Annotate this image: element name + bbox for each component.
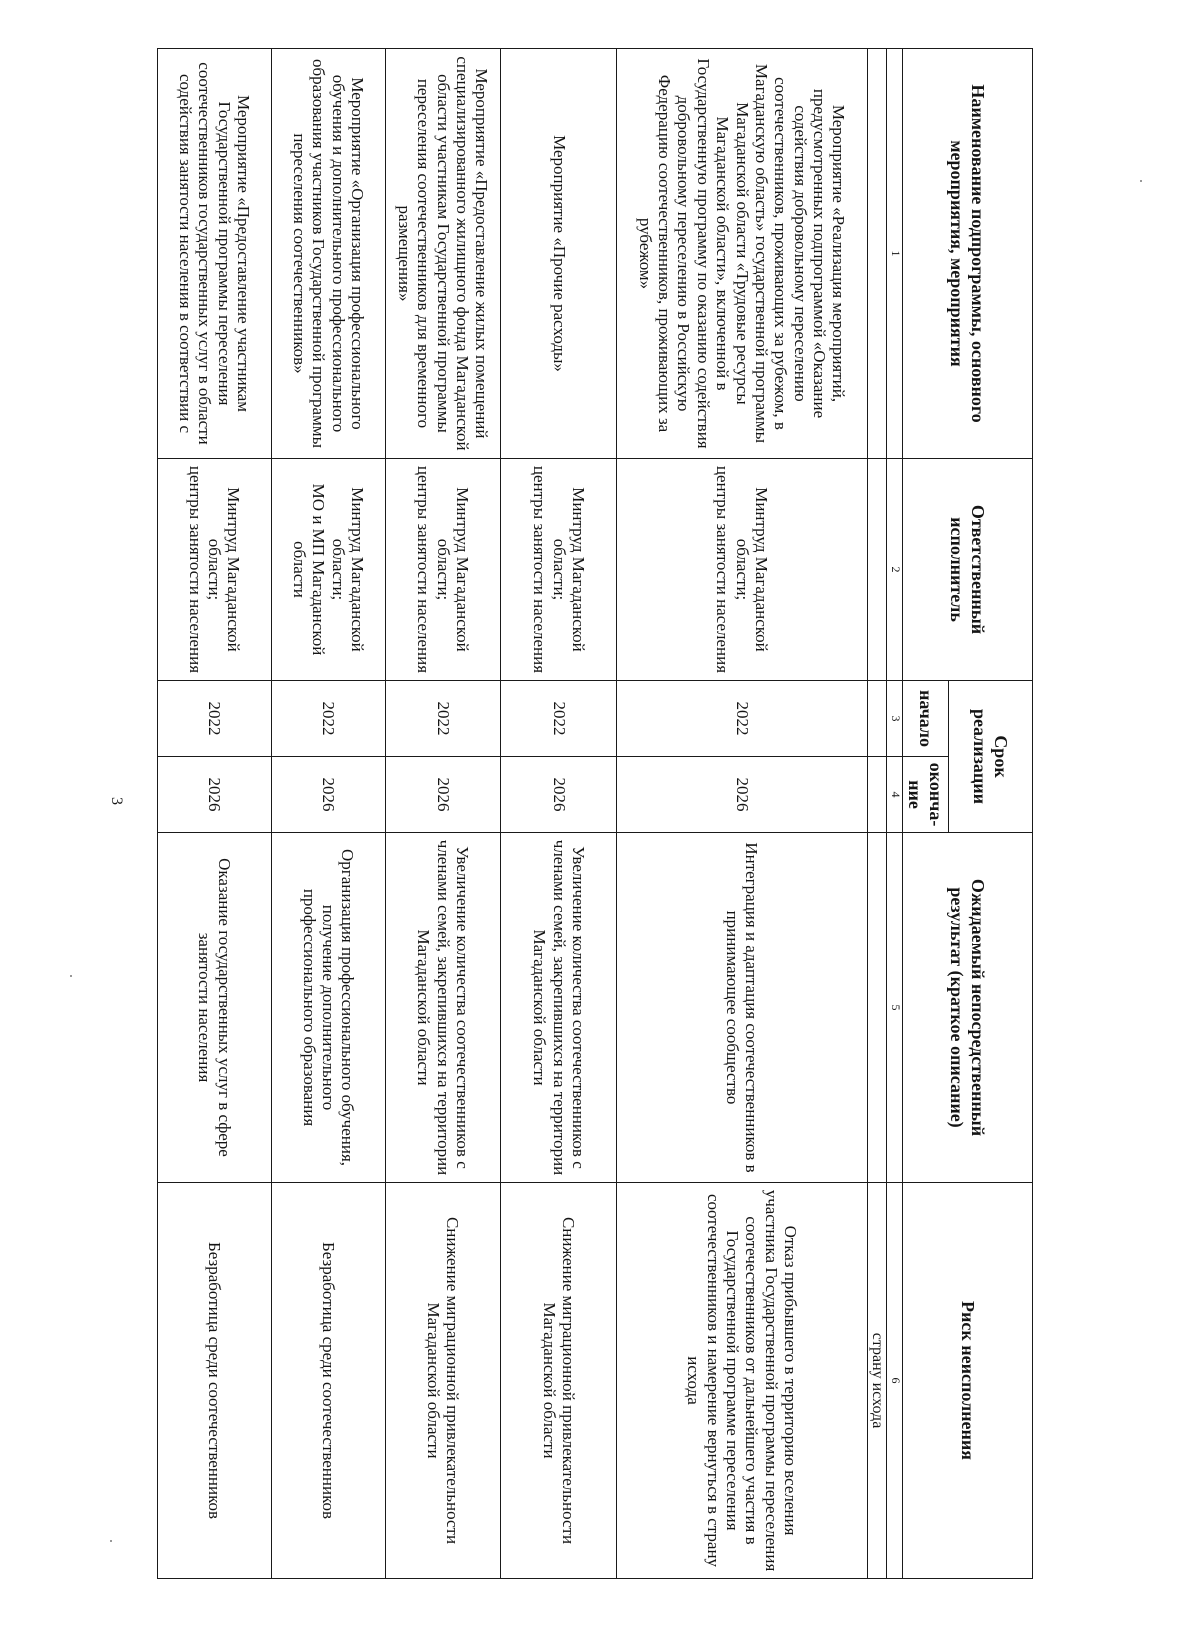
table-row xyxy=(385,49,501,1579)
row-start: 2022 xyxy=(158,681,272,757)
row-end: 2026 xyxy=(158,757,272,833)
column-number: 2 xyxy=(887,459,903,681)
row-risk: Безработица среди соотечественников xyxy=(158,1183,272,1579)
row-start: 2022 xyxy=(385,681,501,757)
header-period: Срок реализации xyxy=(949,681,1033,833)
row-start: 2022 xyxy=(501,681,617,757)
column-number: 6 xyxy=(887,1183,903,1579)
scan-speck xyxy=(70,975,72,977)
column-number: 1 xyxy=(887,49,903,459)
row-name: Мероприятие «Предоставление участникам Государственной программы переселения соотечественников государственных услуг в области содействия занятости населения в соответствии с xyxy=(158,49,272,459)
row-start: 2022 xyxy=(271,681,385,757)
scan-speck xyxy=(110,1540,112,1542)
table-row xyxy=(158,49,272,1579)
row-name: Мероприятие «Предоставление жилых помещений специализированного жилищного фонда Магаданской области участникам Государственной программы переселения соотечественников для временного размещения» xyxy=(385,49,501,459)
row-result: Оказание государственных услуг в сфере занятости населения xyxy=(158,833,272,1183)
scan-speck xyxy=(1140,180,1142,182)
header-risk: Риск неисполнения xyxy=(902,1183,1032,1579)
row-result: Увеличение количества соотечественников с членами семей, закрепившихся на территории Магаданской области xyxy=(501,833,617,1183)
row-name: Мероприятие «Реализация мероприятий, предусмотренных подпрограммой «Оказание содействия добровольному переселению соотечественников, проживающих за рубежом, в Магаданскую область» государственной программы Магаданской области «Трудовые ресурсы Магаданской области», включенной в Государственную программу по оказанию содействия добровольному переселению в Российскую Федерацию соотечественников, проживающих за рубежом» xyxy=(617,49,867,459)
carry-over-risk: страну исхода xyxy=(867,1183,887,1579)
row-end: 2026 xyxy=(617,757,867,833)
row-risk: Отказ прибывшего в территорию вселения участника Государственной программы переселения соотечественников от дальнейшего участия в Государственной программе переселения соотечественников и намерение вернуться в страну исхода xyxy=(617,1183,867,1579)
row-risk: Снижение миграционной привлекательности Магаданской области xyxy=(385,1183,501,1579)
row-name: Мероприятие «Организация профессионального обучения и дополнительного профессионального образования участников Государственной программы переселения соотечественников» xyxy=(271,49,385,459)
column-number-row xyxy=(887,49,903,1579)
row-executor: Минтруд Магаданской области; центры занятости населения xyxy=(158,459,272,681)
row-executor: Минтруд Магаданской области; МО и МП Магаданской области xyxy=(271,459,385,681)
table-row xyxy=(501,49,617,1579)
row-executor: Минтруд Магаданской области; центры занятости населения xyxy=(617,459,867,681)
row-name: Мероприятие «Прочие расходы» xyxy=(501,49,617,459)
carry-over-row xyxy=(867,49,887,1579)
column-number: 4 xyxy=(887,757,903,833)
row-executor: Минтруд Магаданской области; центры занятости населения xyxy=(385,459,501,681)
row-executor: Минтруд Магаданской области; центры занятости населения xyxy=(501,459,617,681)
column-number: 5 xyxy=(887,833,903,1183)
row-end: 2026 xyxy=(501,757,617,833)
table-row xyxy=(617,49,867,1579)
header-period-end: оконча-ние xyxy=(902,757,948,833)
row-start: 2022 xyxy=(617,681,867,757)
header-result: Ожидаемый непосредственный результат (краткое описание) xyxy=(902,833,1032,1183)
column-number: 3 xyxy=(887,681,903,757)
header-period-start: начало xyxy=(902,681,948,757)
table-row xyxy=(271,49,385,1579)
row-risk: Безработица среди соотечественников xyxy=(271,1183,385,1579)
page-number: 3 xyxy=(108,797,125,805)
row-result: Увеличение количества соотечественников с членами семей, закрепившихся на территории Магаданской области xyxy=(385,833,501,1183)
row-result: Организация профессионального обучения, получение дополнительного профессионального образования xyxy=(271,833,385,1183)
row-result: Интеграция и адаптация соотечественников в принимающее сообщество xyxy=(617,833,867,1183)
row-risk: Снижение миграционной привлекательности Магаданской области xyxy=(501,1183,617,1579)
row-end: 2026 xyxy=(385,757,501,833)
rotated-page-content xyxy=(157,48,1033,1578)
header-executor: Ответственный исполнитель xyxy=(902,459,1032,681)
row-end: 2026 xyxy=(271,757,385,833)
header-name: Наименование подпрограммы, основного мероприятия, мероприятия xyxy=(902,49,1032,459)
measures-table xyxy=(157,48,1033,1579)
